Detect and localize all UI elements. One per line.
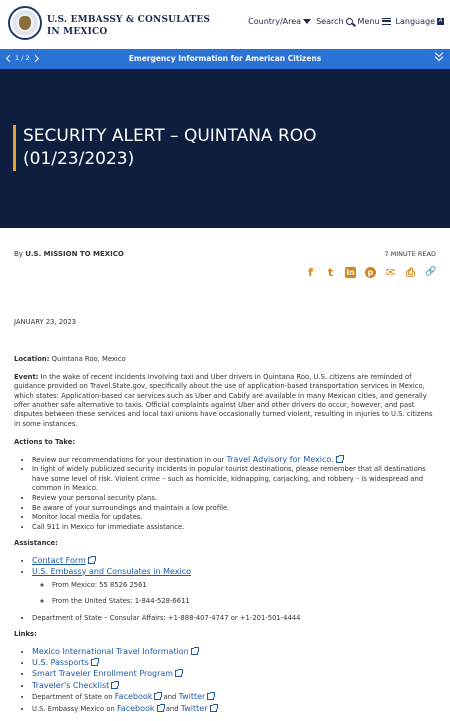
emergency-banner bbox=[0, 49, 450, 69]
page-title: SECURITY ALERT – QUINTANA ROO (01/23/2023) bbox=[23, 126, 317, 169]
passports-link[interactable] bbox=[32, 658, 98, 667]
list-item bbox=[32, 567, 439, 607]
language-button[interactable] bbox=[396, 17, 444, 26]
assistance-list bbox=[32, 556, 439, 623]
step-enrollment-label: Smart Traveler Enrollment Program bbox=[32, 669, 174, 679]
read-time: 7 MINUTE READ bbox=[384, 250, 436, 258]
list-item: • Review your personal security plans. bbox=[32, 494, 439, 503]
article-body bbox=[14, 318, 439, 721]
list-item: • Be aware of your surroundings and maintain a low profile. bbox=[32, 504, 439, 513]
dos-facebook-link[interactable] bbox=[115, 692, 162, 701]
external-link-icon bbox=[91, 659, 98, 666]
event-paragraph bbox=[14, 373, 439, 429]
embassy-twitter-link[interactable] bbox=[181, 704, 217, 713]
list-item bbox=[32, 647, 439, 657]
location-label: Location: bbox=[14, 355, 50, 364]
embassy-consulates-link[interactable]: U.S. Embassy and Consulates in Mexico bbox=[32, 566, 192, 576]
menu-button[interactable] bbox=[358, 17, 391, 26]
event-text: In the wake of recent incidents involving taxi and Uber drivers in Quintana Roo, U.S. citizens are reminded of guidance provided on Travel.State.gov, specifically about the use of application-based transportation services in Mexico, which states: Application-based car services such as Uber and Cabify are available in many Mexican cities, and generally offer another safe alternative to taxis. Official complaints against Uber and other drivers do occur, however, and past disputes between these services and local taxi unions have occasionally turned violent, resulting in injuries to U.S. citizens in some instances. bbox=[14, 372, 433, 428]
list-item bbox=[32, 692, 439, 702]
article-date: JANUARY 23, 2023 bbox=[14, 318, 77, 326]
links-list bbox=[32, 647, 439, 714]
pinterest-icon[interactable]: p bbox=[365, 267, 376, 278]
assistance-heading: Assistance: bbox=[14, 539, 58, 548]
travel-advisory-link[interactable] bbox=[226, 455, 342, 464]
twitter-icon[interactable]: t bbox=[327, 266, 334, 279]
links-heading: Links: bbox=[14, 630, 37, 639]
site-header bbox=[0, 0, 450, 49]
list-item: • Call 911 in Mexico for immediate assistance. bbox=[32, 523, 439, 532]
dos-social-prefix: Department of State on bbox=[32, 693, 113, 702]
link-icon[interactable]: 🔗 bbox=[425, 267, 437, 277]
country-area-label: Country/Area bbox=[248, 17, 302, 26]
step-enrollment-link[interactable] bbox=[32, 669, 182, 678]
banner-title-link[interactable]: Emergency Information for American Citizens bbox=[128, 54, 322, 63]
mexico-travel-info-label: Mexico International Travel Information bbox=[32, 646, 189, 656]
external-link-icon bbox=[191, 648, 198, 655]
list-item: • Department of State – Consular Affairs: +1-888-407-4747 or +1-201-501-4444 bbox=[32, 614, 439, 623]
email-icon[interactable]: ✉ bbox=[385, 266, 396, 279]
article-hero bbox=[0, 69, 450, 228]
translate-icon: A bbox=[438, 18, 443, 24]
travelers-checklist-link[interactable] bbox=[32, 681, 118, 690]
search-label: Search bbox=[316, 17, 344, 26]
brand-line-2: IN MEXICO bbox=[47, 27, 108, 37]
search-button[interactable] bbox=[316, 17, 352, 26]
site-brand[interactable] bbox=[47, 14, 210, 38]
passports-label: U.S. Passports bbox=[32, 657, 89, 667]
list-item bbox=[32, 556, 439, 566]
external-link-icon bbox=[111, 682, 118, 689]
actions-heading: Actions to Take: bbox=[14, 438, 76, 447]
external-link-icon bbox=[336, 456, 343, 463]
external-link-icon bbox=[157, 705, 164, 712]
embassy-seal-logo[interactable] bbox=[8, 6, 42, 40]
search-icon bbox=[346, 18, 353, 25]
language-label: Language bbox=[395, 17, 435, 26]
linkedin-icon[interactable]: in bbox=[346, 268, 355, 277]
list-item bbox=[32, 669, 439, 679]
brand-line-1: U.S. EMBASSY & CONSULATES bbox=[47, 15, 211, 25]
actions-list bbox=[32, 455, 439, 533]
list-item bbox=[32, 704, 439, 714]
external-link-icon bbox=[88, 557, 95, 564]
list-item bbox=[32, 658, 439, 668]
title-accent-bar bbox=[13, 125, 16, 171]
external-link-icon bbox=[175, 670, 182, 677]
menu-label: Menu bbox=[357, 17, 380, 26]
facebook-label: Facebook bbox=[116, 703, 155, 713]
list-item: ◦ From the United States: 1-844-528-6611 bbox=[52, 597, 439, 606]
byline-author: U.S. MISSION TO MEXICO bbox=[25, 250, 124, 258]
country-area-dropdown[interactable] bbox=[248, 17, 311, 26]
and-text: and bbox=[163, 693, 177, 702]
facebook-icon[interactable]: f bbox=[308, 266, 313, 279]
list-item: • Monitor local media for updates. bbox=[32, 513, 439, 522]
byline-prefix: By bbox=[14, 250, 23, 258]
list-item: ◦ From Mexico: 55 8526 2561 bbox=[52, 581, 439, 590]
contact-form-link[interactable] bbox=[32, 556, 95, 565]
phone-sublist bbox=[52, 581, 439, 607]
list-item bbox=[32, 455, 439, 465]
mexico-travel-info-link[interactable] bbox=[32, 647, 198, 656]
travel-advisory-link-label: Travel Advisory for Mexico. bbox=[226, 454, 334, 464]
share-bar bbox=[305, 267, 436, 278]
event-label: Event: bbox=[14, 372, 39, 381]
external-link-icon bbox=[154, 693, 161, 700]
hamburger-icon bbox=[382, 18, 391, 25]
action-text: Review our recommendations for your destination in our bbox=[32, 455, 227, 464]
byline bbox=[14, 250, 124, 258]
list-item bbox=[32, 681, 439, 691]
embassy-social-prefix: U.S. Embassy Mexico on bbox=[32, 704, 115, 713]
contact-form-label: Contact Form bbox=[32, 555, 86, 565]
external-link-icon bbox=[207, 693, 214, 700]
expand-banner-button[interactable] bbox=[435, 52, 444, 64]
twitter-label: Twitter bbox=[178, 692, 206, 702]
list-item: • In light of widely publicized security incidents in popular tourist destinations, please remember that all destinations have some level of risk. Violent crime – such as homicide, kidnapping, carjacking, and robbery – is widespread and common in Mexico. bbox=[32, 465, 439, 493]
eagle-icon bbox=[19, 16, 31, 30]
location-line bbox=[14, 355, 439, 364]
external-link-icon bbox=[210, 705, 217, 712]
location-value: Quintana Roo, Mexico bbox=[51, 355, 126, 364]
caret-down-icon bbox=[303, 19, 311, 24]
dos-twitter-link[interactable] bbox=[179, 692, 215, 701]
embassy-facebook-link[interactable] bbox=[117, 704, 164, 713]
and-text: and bbox=[165, 704, 179, 713]
print-icon[interactable]: ⎙ bbox=[406, 266, 415, 279]
top-nav bbox=[248, 17, 444, 26]
travelers-checklist-label: Traveler's Checklist bbox=[32, 680, 110, 690]
facebook-label: Facebook bbox=[114, 692, 153, 702]
pager-count: 1 / 2 bbox=[15, 54, 30, 62]
twitter-label: Twitter bbox=[180, 703, 208, 713]
